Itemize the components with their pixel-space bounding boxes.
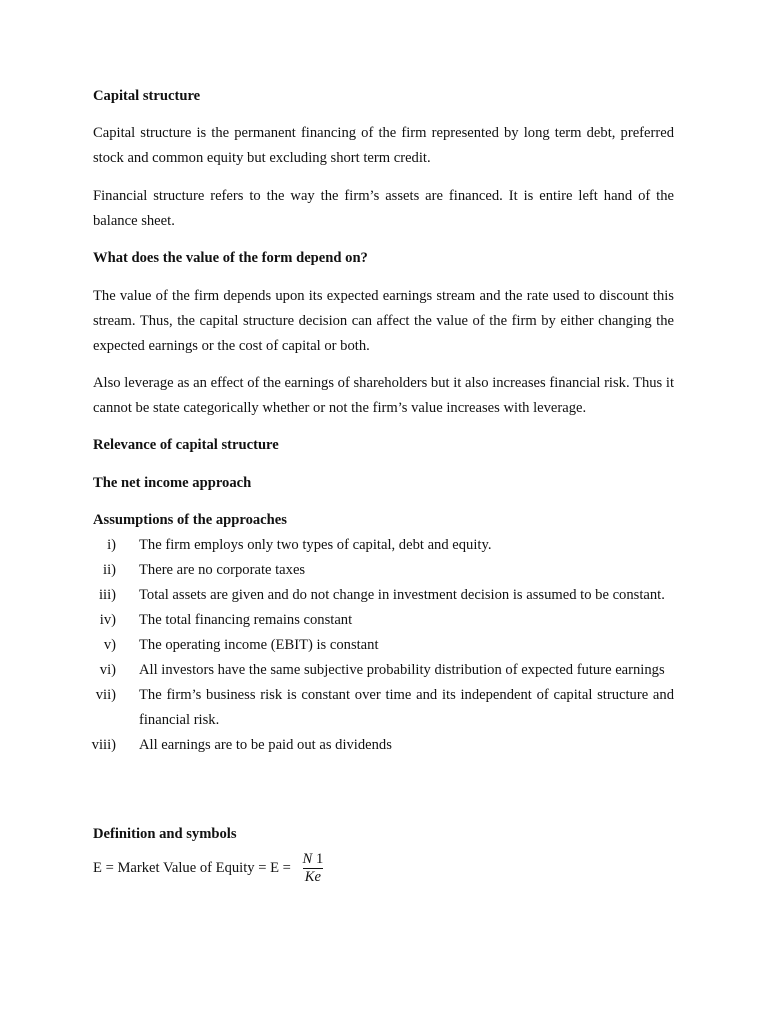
heading-relevance: Relevance of capital structure (93, 437, 279, 453)
list-item-text: The firm’s business risk is constant over time and its independent of capital structure and financial risk. (139, 687, 674, 728)
list-item-text: The total financing remains constant (139, 612, 353, 628)
list-item-text: All investors have the same subjective probability distribution of expected future earnings (139, 662, 665, 678)
list-item-text: All earnings are to be paid out as dividends (139, 737, 392, 753)
list-item-number: viii) (91, 737, 116, 753)
fraction-denominator: Ke (304, 868, 321, 885)
list-item-text: Total assets are given and do not change in investment decision is assumed to be constant. (139, 587, 665, 603)
list-item (0, 658, 768, 683)
list-item-number: iv) (99, 612, 116, 628)
list-item (0, 683, 768, 733)
paragraph-firm-value: The value of the firm depends upon its expected earnings stream and the rate used to discount this stream. Thus, the capital structure decision can affect the value of the firm by either changing the expected earnings or the cost of capital or both. (93, 288, 674, 354)
heading-value-dependence: What does the value of the form depend on? (93, 250, 368, 266)
heading-net-income-approach: The net income approach (93, 475, 252, 491)
list-item-text: There are no corporate taxes (139, 562, 306, 578)
assumptions-list (0, 533, 768, 758)
list-item-number: i) (107, 537, 116, 553)
heading-definitions: Definition and symbols (93, 826, 237, 842)
fraction-numerator (301, 851, 326, 868)
heading-capital-structure: Capital structure (93, 88, 201, 104)
list-item-text: The operating income (EBIT) is constant (139, 637, 379, 653)
equation-label: E = Market Value of Equity = E = (93, 859, 295, 876)
list-item (0, 558, 768, 583)
equation-fraction (301, 851, 326, 886)
list-item (0, 583, 768, 608)
numerator-digit: 1 (315, 850, 324, 867)
list-item (0, 633, 768, 658)
list-item-number: vii) (95, 687, 116, 703)
paragraph-capital-structure: Capital structure is the permanent financing of the firm represented by long term debt, preferred stock and common equity but excluding short term credit. (93, 125, 674, 166)
paragraph-financial-structure: Financial structure refers to the way the firm’s assets are financed. It is entire left hand of the balance sheet. (93, 188, 674, 229)
equity-equation (93, 848, 325, 888)
list-item (0, 533, 768, 558)
paragraph-leverage: Also leverage as an effect of the earnings of shareholders but it also increases financial risk. Thus it cannot be state categorically whether or not the firm’s value increases with leverage. (93, 375, 674, 416)
list-item-number: ii) (103, 562, 116, 578)
list-item-text: The firm employs only two types of capital, debt and equity. (139, 537, 492, 553)
numerator-variable: N (302, 850, 313, 867)
heading-assumptions: Assumptions of the approaches (93, 512, 287, 528)
list-item-number: v) (103, 637, 116, 653)
list-item (0, 733, 768, 758)
list-item (0, 608, 768, 633)
list-item-number: iii) (98, 587, 116, 603)
list-item-number: vi) (99, 662, 116, 678)
